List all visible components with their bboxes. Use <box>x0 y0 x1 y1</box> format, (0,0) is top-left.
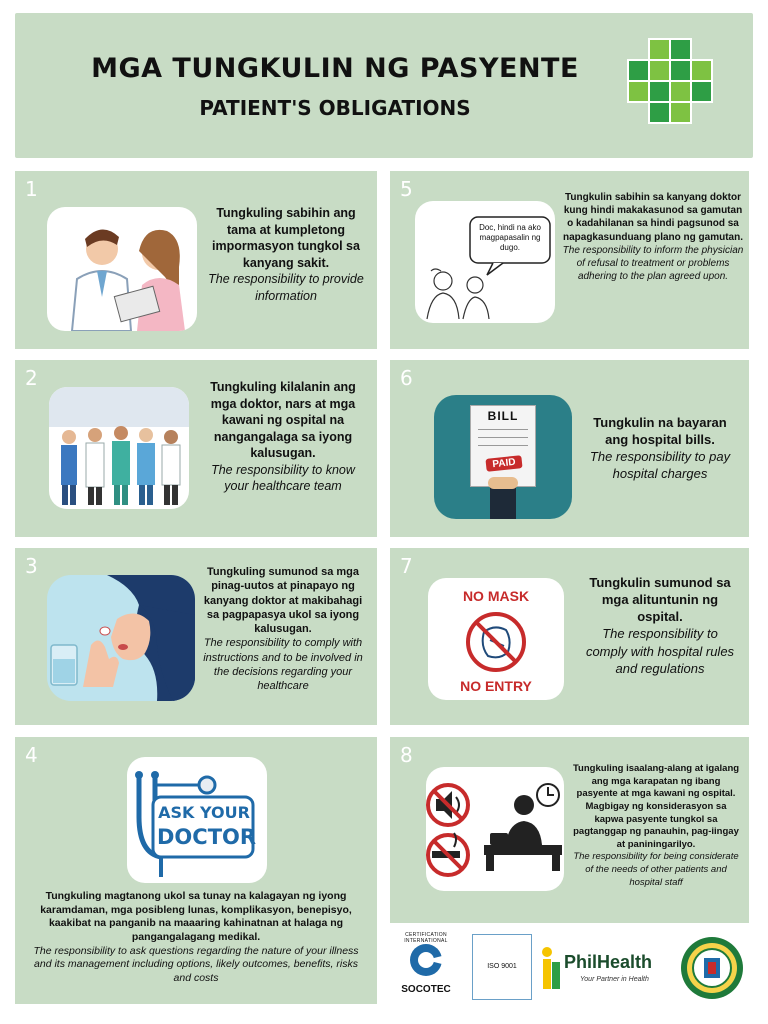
card-text <box>570 763 742 889</box>
paid-bill-icon <box>434 395 572 519</box>
card-text <box>562 191 744 283</box>
english-text: The responsibility to comply with instructions and to be involved in the decisions regarding your healthcare <box>203 637 363 693</box>
doctor-label: DOCTOR <box>157 825 257 849</box>
obligation-card-2 <box>15 360 377 537</box>
ask-your-doctor-icon <box>127 757 267 883</box>
footer-logos <box>390 928 753 1010</box>
card-number: 3 <box>25 554 38 578</box>
filipino-text: Tungkuling sumunod sa mga pinag-uutos at pinapayo ng kanyang doktor at makibahagi sa pagpapasya ukol sa iyong kalusugan. <box>203 566 363 636</box>
card-number: 4 <box>25 743 38 767</box>
socotec-logo <box>390 932 462 1008</box>
english-text: The responsibility to ask questions regarding the nature of your illness and its management including options, likely outcomes, benefits, risks and costs <box>33 944 359 984</box>
obligation-card-7 <box>390 548 749 725</box>
philhealth-logo <box>540 944 670 992</box>
no-mask-no-entry-icon <box>428 578 564 700</box>
obligation-card-6 <box>390 360 749 537</box>
speech-bubble-text: Doc, hindi na ako magpapasalin ng dugo. <box>479 223 541 252</box>
card-text <box>198 565 368 694</box>
card-number: 8 <box>400 743 413 767</box>
english-text: The responsibility to comply with hospital rules and regulations <box>585 626 735 676</box>
taking-medicine-icon <box>47 575 195 701</box>
card-number: 6 <box>400 366 413 390</box>
card-number: 7 <box>400 554 413 578</box>
speech-bubble-conversation-icon <box>415 201 555 323</box>
card-text <box>198 379 368 495</box>
philhealth-label: PhilHealth <box>564 952 653 972</box>
no-mask-label: NO MASK <box>462 588 530 604</box>
obligation-card-8 <box>390 737 749 923</box>
socotec-label: SOCOTEC <box>401 984 451 995</box>
card-number: 2 <box>25 366 38 390</box>
iso-logo <box>472 934 532 1000</box>
page-subtitle: PATIENT'S OBLIGATIONS <box>199 96 471 120</box>
card-number: 1 <box>25 177 38 201</box>
filipino-text: Tungkulin sabihin sa kanyang doktor kung hindi makakasunod sa gamutan o kadahilanan sa hindi pagsunod sa napagkasunduang plano ng gamutan. <box>562 192 743 243</box>
filipino-text: Tungkuling isaalang-alang at igalang ang mga karapatan ng ibang pasyente at mga kawani ng ospital. Magbigay ng konsiderasyon sa kapwa pasyente tungkol sa pagtanggap ng panauhin, pag-iingay at paniningarilyo. <box>572 763 740 850</box>
green-medical-cross-icon <box>625 37 715 127</box>
english-text: The responsibility to know your healthcare team <box>211 462 355 493</box>
page-title: MGA TUNGKULIN NG PASYENTE <box>91 53 579 84</box>
filipino-text: Tungkuling magtanong ukol sa tunay na kalagayan ng iyong karamdaman, mga posibleng lunas, komplikasyon, benepisyo, kaakibat na panganib na maaaring kahinatnan at halaga ng pangangalagang medikal. <box>40 890 352 943</box>
english-text: The responsibility for being considerate of the needs of other patients and hospital staff <box>573 851 739 888</box>
english-text: The responsibility to provide information <box>208 272 364 303</box>
filipino-text: Tungkuling kilalanin ang mga doktor, nars at mga kawani ng ospital na nangangalaga sa iyong kalusugan. <box>210 380 356 460</box>
doh-seal-icon <box>680 936 744 1000</box>
card-number: 5 <box>400 177 413 201</box>
obligation-card-3 <box>15 548 377 725</box>
english-text: The responsibility to pay hospital charges <box>589 449 731 482</box>
no-noise-no-smoking-icon <box>426 767 564 891</box>
english-text: The responsibility to inform the physician of refusal to treatment or problems adhering to the plan agreed upon. <box>562 244 744 283</box>
header-banner <box>15 13 753 158</box>
obligation-card-5 <box>390 171 749 349</box>
bill-label: BILL <box>487 409 519 423</box>
doctor-patient-consultation-icon <box>47 207 197 331</box>
obligation-card-4 <box>15 737 377 1004</box>
socotec-certification-label: CERTIFICATION INTERNATIONAL <box>404 932 448 944</box>
paid-stamp: PAID <box>485 455 522 472</box>
obligation-card-1 <box>15 171 377 349</box>
card-text <box>580 574 740 677</box>
card-text <box>25 890 367 985</box>
ask-your-label: ASK YOUR <box>158 803 250 822</box>
philhealth-tagline: Your Partner in Health <box>580 976 649 983</box>
filipino-text: Tungkulin sumunod sa mga alituntunin ng ospital. <box>589 575 731 625</box>
filipino-text: Tungkuling sabihin ang tama at kumpletong impormasyon tungkol sa kanyang sakit. <box>212 206 360 270</box>
no-entry-label: NO ENTRY <box>460 678 532 694</box>
card-text <box>203 205 369 304</box>
healthcare-team-icon <box>49 387 189 509</box>
card-text <box>585 414 735 483</box>
filipino-text: Tungkulin na bayaran ang hospital bills. <box>593 415 727 448</box>
iso-label: ISO 9001 <box>487 963 517 970</box>
